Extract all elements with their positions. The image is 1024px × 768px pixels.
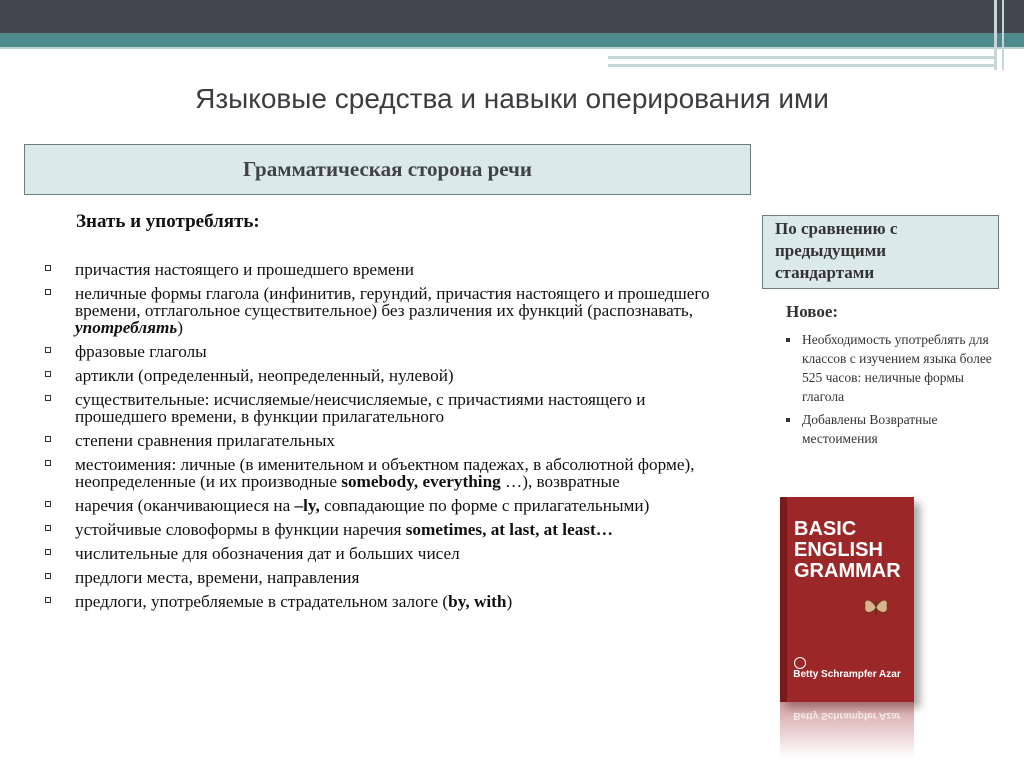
list-item — [45, 391, 735, 425]
checkbox-bullet-icon — [45, 573, 51, 579]
new-items-list — [786, 330, 998, 452]
checkbox-bullet-icon — [45, 395, 51, 401]
checkbox-bullet-icon — [45, 501, 51, 507]
book-title-line: BASIC — [794, 518, 857, 540]
header-divider — [0, 47, 1024, 49]
book-author: Betty Schrampfer Azar — [793, 669, 901, 680]
subtitle-text: Грамматическая сторона речи — [243, 157, 532, 181]
main-heading: Знать и употреблять: — [76, 211, 260, 232]
book-reflection: Betty Schrampfer Azar — [780, 702, 914, 758]
list-item-text: артикли (определенный, неопределенный, нулевой) — [75, 366, 454, 385]
book-title-line: ENGLISH — [794, 539, 883, 561]
grammar-list — [45, 261, 735, 617]
decorative-line — [608, 64, 994, 67]
list-item — [45, 261, 735, 278]
list-item — [45, 569, 735, 586]
list-item-text: числительные для обозначения дат и больших чисел — [75, 544, 460, 563]
list-item-text: причастия настоящего и прошедшего времени — [75, 260, 414, 279]
list-item-text: somebody, everything — [341, 472, 501, 491]
list-item — [45, 456, 735, 490]
list-item-text: неличные формы глагола (инфинитив, герундий, причастия настоящего и прошедшего времени, отглагольное существительное) без различения их функций (распознавать, — [75, 284, 710, 320]
list-item-text: –ly, — [294, 496, 320, 515]
new-item — [786, 330, 998, 406]
list-item-text: предлоги места, времени, направления — [75, 568, 360, 587]
list-item — [45, 432, 735, 449]
list-item-text: употреблять — [75, 318, 178, 337]
list-item — [45, 593, 735, 610]
list-item-text: совпадающие по форме с прилагательными) — [319, 496, 650, 515]
list-item — [45, 545, 735, 562]
comparison-line: стандартами — [775, 263, 875, 282]
decorative-line — [1002, 0, 1004, 70]
checkbox-bullet-icon — [45, 597, 51, 603]
list-item-text: существительные: исчисляемые/неисчисляемые, с причастиями настоящего и прошедшего времени, в функции прилагательного — [75, 390, 646, 426]
list-item-text: фразовые глаголы — [75, 342, 207, 361]
checkbox-bullet-icon — [45, 525, 51, 531]
checkbox-bullet-icon — [45, 436, 51, 442]
checkbox-bullet-icon — [45, 549, 51, 555]
list-item — [45, 497, 735, 514]
book-title — [794, 519, 901, 582]
new-item-text: Добавлены Возвратные местоимения — [802, 412, 938, 446]
list-item-text: ) — [177, 318, 183, 337]
new-item — [786, 410, 998, 448]
comparison-line: предыдущими — [775, 241, 887, 260]
list-item — [45, 367, 735, 384]
header-accent-band — [0, 33, 1024, 47]
checkbox-bullet-icon — [45, 265, 51, 271]
top-header-bar — [0, 0, 1024, 33]
butterfly-icon — [862, 595, 890, 619]
list-item-text: ) — [506, 592, 513, 611]
slide-title: Языковые средства и навыки оперирования ими — [195, 83, 829, 114]
list-item-text: предлоги, употребляемые в страдательном залоге ( — [75, 592, 449, 611]
checkbox-bullet-icon — [45, 347, 51, 353]
list-item-text: местоимения: личные (в именительном и объектном падежах, в абсолютной форме), неопределенные (и их производные — [75, 455, 695, 491]
comparison-box — [762, 215, 999, 289]
list-item — [45, 343, 735, 360]
square-bullet-icon — [786, 338, 790, 342]
decorative-line — [994, 0, 997, 70]
checkbox-bullet-icon — [45, 371, 51, 377]
list-item-text: устойчивые словоформы в функции наречия — [75, 520, 406, 539]
new-item-text: Необходимость употреблять для классов с изучением языка более 525 часов: неличные формы глагола — [802, 332, 992, 404]
checkbox-bullet-icon — [45, 460, 51, 466]
comparison-line: По сравнению с — [775, 219, 898, 238]
list-item-text: …), возвратные — [500, 472, 620, 491]
list-item-text: степени сравнения прилагательных — [75, 431, 336, 450]
checkbox-bullet-icon — [45, 289, 51, 295]
book-cover-image — [780, 497, 914, 702]
new-heading: Новое: — [786, 302, 839, 321]
decorative-line — [608, 56, 994, 59]
square-bullet-icon — [786, 418, 790, 422]
list-item — [45, 285, 735, 336]
list-item-text: наречия (оканчивающиеся на — [75, 496, 295, 515]
list-item-text: by, with — [448, 592, 507, 611]
list-item-text: sometimes, at last, at least… — [405, 520, 613, 539]
list-item — [45, 521, 735, 538]
subtitle-box — [24, 144, 751, 195]
publisher-logo-icon — [794, 657, 806, 669]
book-title-line: GRAMMAR — [794, 560, 901, 582]
